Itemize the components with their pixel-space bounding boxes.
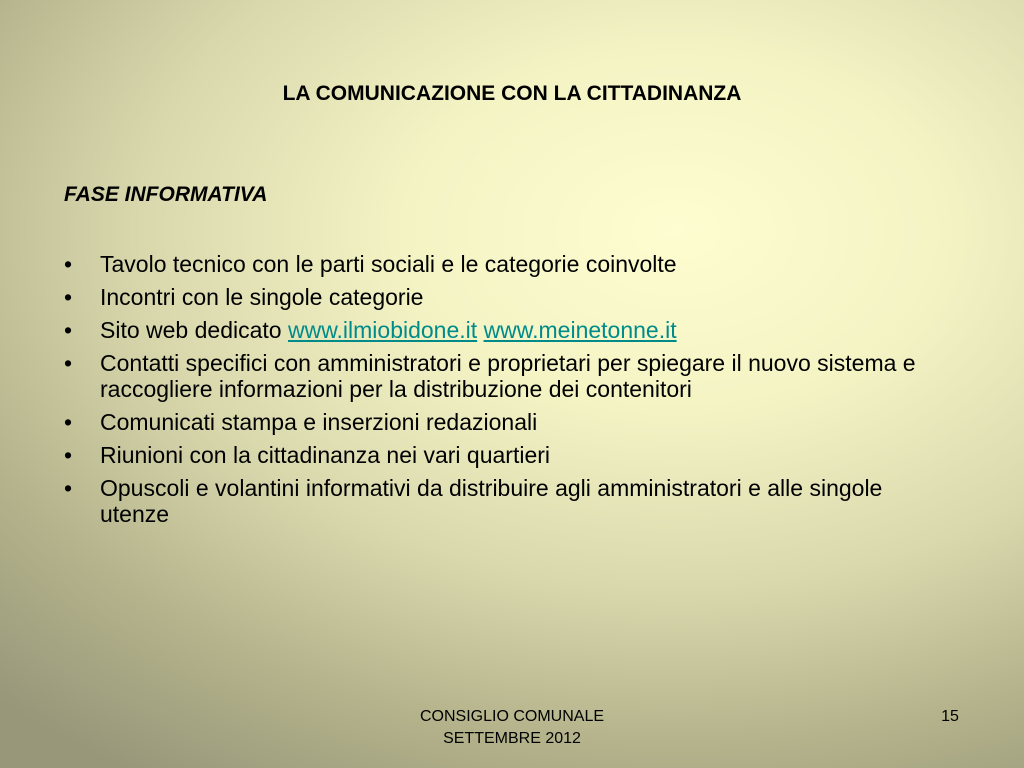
bullet-text: Sito web dedicato (100, 317, 282, 343)
bullet-icon: • (64, 475, 73, 501)
bullet-icon: • (64, 317, 73, 343)
bullet-text: Riunioni con la cittadinanza nei vari quartieri (100, 442, 551, 468)
bullet-item (0, 350, 1024, 402)
bullet-text: Comunicati stampa e inserzioni redazionali (100, 409, 538, 435)
bullet-item (0, 442, 1024, 468)
bullet-item (0, 284, 1024, 310)
bullet-list (0, 251, 1024, 534)
bullet-text: Incontri con le singole categorie (100, 284, 424, 310)
slide-title: LA COMUNICAZIONE CON LA CITTADINANZA (282, 82, 742, 105)
section-heading: FASE INFORMATIVA (64, 183, 268, 206)
link-meinetonne[interactable]: www.meinetonne.it (483, 317, 677, 343)
footer-line-1: CONSIGLIO COMUNALE (419, 708, 605, 725)
bullet-icon: • (64, 350, 73, 376)
bullet-item (0, 317, 1024, 343)
bullet-text: Tavolo tecnico con le parti sociali e le categorie coinvolte (100, 251, 677, 277)
bullet-item (0, 475, 1024, 527)
bullet-icon: • (64, 251, 73, 277)
bullet-text: Opuscoli e volantini informativi da distribuire agli amministratori e alle singole utenze (100, 475, 883, 527)
bullet-icon: • (64, 442, 73, 468)
footer-line-2: SETTEMBRE 2012 (443, 730, 581, 747)
bullet-icon: • (64, 409, 73, 435)
page-number: 15 (941, 708, 959, 725)
link-ilmiobidone[interactable]: www.ilmiobidone.it (287, 317, 478, 343)
footer (0, 706, 1024, 750)
bullet-item (0, 251, 1024, 277)
bullet-icon: • (64, 284, 73, 310)
bullet-item (0, 409, 1024, 435)
bullet-text: Contatti specifici con amministratori e proprietari per spiegare il nuovo sistema e raccogliere informazioni per la distribuzione dei contenitori (100, 350, 916, 402)
